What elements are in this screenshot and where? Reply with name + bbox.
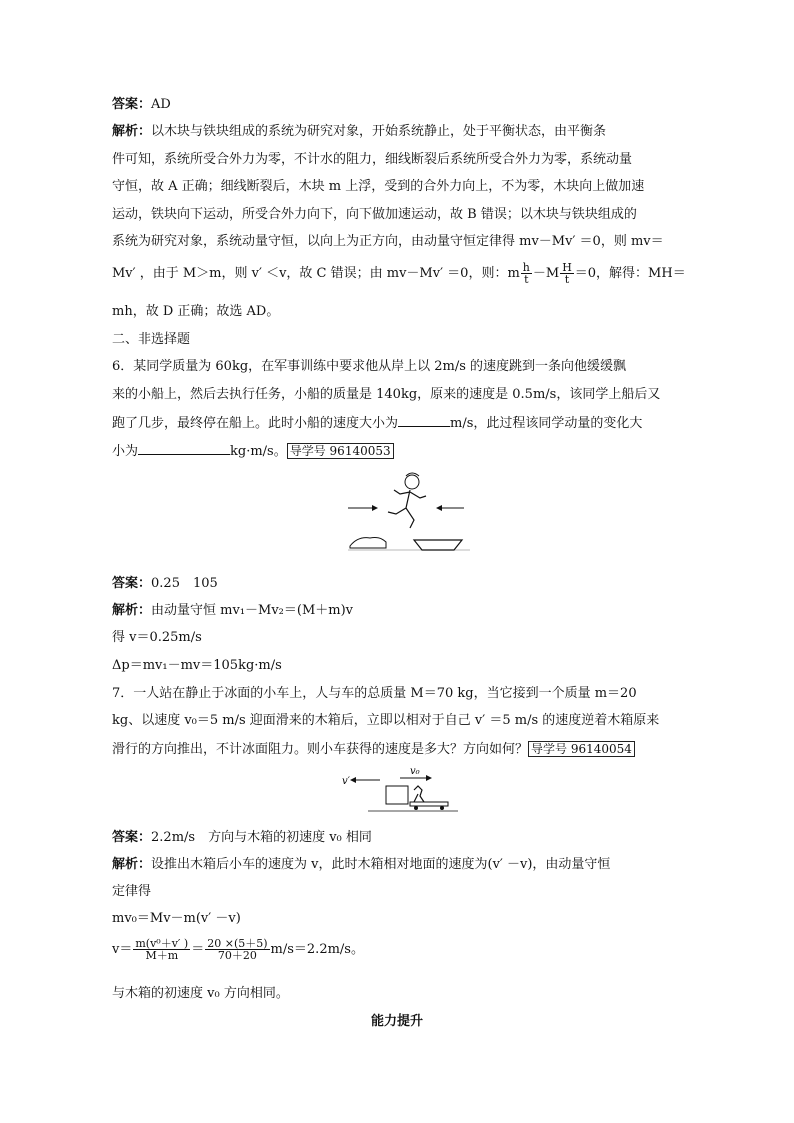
cart-shape: [410, 802, 448, 806]
fraction-denominator: t: [564, 273, 570, 286]
answer-label: 答案：: [112, 97, 152, 112]
person-body-icon: [388, 490, 414, 528]
q6-line-3: [112, 412, 682, 434]
q6-line-2: 来的小船上，然后去执行任务，小船的质量是 140kg，原来的速度是 0.5m/s，该同学上船后又: [112, 387, 661, 402]
fraction: [133, 938, 190, 961]
analysis-text: Mv′ ，由于 M＞m，则 v′ ＜v，故 C 错误；由 mv－Mv′ ＝0，则：m: [112, 266, 520, 281]
q7-line-2: kg、以速度 v₀＝5 m/s 迎面滑来的木箱后，立即以相对于自己 v′ ＝5 m/s 的速度逆着木箱原来: [112, 713, 660, 728]
fraction-numerator: H: [562, 261, 572, 274]
analysis-label: 解析：: [112, 603, 152, 618]
person-head-icon: [405, 475, 419, 489]
q7-analysis-line-2: 定律得: [112, 884, 152, 899]
analysis-text: ＝: [191, 942, 205, 957]
analysis-text: m/s＝2.2m/s。: [270, 942, 364, 957]
answer-value: 2.2m/s 方向与木箱的初速度 v₀ 相同: [151, 830, 372, 845]
fraction: [205, 938, 269, 961]
q7-analysis-line-4: [112, 938, 682, 961]
v-prime-label: v′: [342, 776, 350, 787]
analysis-text: 以木块与铁块组成的系统为研究对象，开始系统静止，处于平衡状态，由平衡条: [151, 124, 607, 139]
shore-shape: [350, 538, 386, 549]
q5-analysis-line-3: 守恒，故 A 正确；细线断裂后，木块 m 上浮，受到的合外力向上，不为零，木块向上做加速: [112, 179, 645, 194]
q6-analysis-line-2: 得 v＝0.25m/s: [112, 630, 202, 645]
jump-figure: [344, 470, 472, 556]
fraction-numerator: 20 ×(5＋5): [207, 937, 268, 950]
section-title: 二、非选择题: [112, 332, 191, 347]
wooden-box-shape: [386, 786, 408, 804]
answer-blank: [138, 440, 230, 455]
q5-analysis-line-5: 系统为研究对象，系统动量守恒，以向上为正方向，由动量守恒定律得 mv－Mv′ ＝0，则 mv＝: [112, 234, 664, 249]
q6-answer-line: [112, 574, 682, 594]
q7-analysis-line-3: mv₀＝Mv－m(v′ －v): [112, 911, 241, 926]
answer-value: 0.25 105: [151, 576, 218, 591]
question-text: kg·m/s。: [230, 444, 287, 459]
answer-label: 答案：: [112, 576, 152, 591]
q5-analysis-line-2: 件可知，系统所受合外力为零，不计水的阻力，细线断裂后系统所受合外力为零，系统动量: [112, 152, 633, 167]
analysis-text: v＝: [112, 942, 133, 957]
answer-blank: [398, 412, 450, 427]
analysis-text: －M: [532, 266, 560, 281]
analysis-text: ＝0，解得：MH＝: [574, 266, 686, 281]
q5-analysis-line-7: mh，故 D 正确；故选 AD。: [112, 304, 280, 319]
fraction: [521, 262, 532, 285]
q7-answer-line: [112, 828, 682, 848]
analysis-label: 解析：: [112, 124, 152, 139]
fraction-numerator: h: [522, 261, 530, 274]
q7-analysis-line-5: 与木箱的初速度 v₀ 方向相同。: [112, 986, 289, 1001]
q5-analysis-line-6: [112, 261, 686, 286]
q5-answer-line: [112, 95, 682, 115]
section-heading: 能力提升: [370, 1014, 423, 1029]
q7-analysis-line-1: [112, 855, 682, 875]
question-text: m/s，此过程该同学动量的变化大: [450, 416, 643, 431]
q6-analysis-line-1: [112, 601, 682, 621]
question-text: 滑行的方向推出，不计冰面阻力。则小车获得的速度是多大？方向如何？: [112, 742, 529, 757]
question-text: 小为: [112, 444, 139, 459]
analysis-text: 由动量守恒 mv₁－Mv₂＝(M＋m)v: [151, 603, 354, 618]
fraction-denominator: t: [524, 273, 529, 286]
q5-analysis-line-1: [112, 122, 682, 142]
guide-number-box: 导学号 96140053: [287, 443, 394, 459]
v0-label: v₀: [410, 766, 420, 777]
fraction-denominator: M＋m: [145, 949, 179, 962]
question-text: 跑了几步，最终停在船上。此时小船的速度大小为: [112, 416, 399, 431]
q5-analysis-line-4: 运动，铁块向下运动，所受合外力向下，向下做加速运动，故 B 错误；以木块与铁块组成的: [112, 207, 637, 222]
q7-line-1: 7．一人站在静止于冰面的小车上，人与车的总质量 M＝70 kg，当它接到一个质量 m＝20: [112, 686, 637, 701]
fraction-denominator: 70＋20: [217, 949, 257, 962]
q6-line-4: [112, 440, 682, 462]
boat-shape: [414, 540, 462, 550]
cart-figure: [338, 766, 462, 814]
answer-label: 答案：: [112, 830, 152, 845]
person-icon: [414, 786, 424, 802]
analysis-text: 设推出木箱后小车的速度为 v，此时木箱相对地面的速度为(v′ －v)，由动量守恒: [151, 857, 611, 872]
fraction-numerator: m(v⁰＋v′ ): [135, 937, 189, 950]
q7-line-3: [112, 739, 682, 760]
answer-value: AD: [151, 97, 171, 112]
q6-analysis-line-3: Δp＝mv₁－mv＝105kg·m/s: [112, 658, 282, 673]
analysis-label: 解析：: [112, 857, 152, 872]
guide-number-box: 导学号 96140054: [528, 741, 635, 757]
fraction: [560, 262, 574, 285]
q6-line-1: 6．某同学质量为 60kg，在军事训练中要求他从岸上以 2m/s 的速度跳到一条向他缓缓飘: [112, 359, 627, 374]
